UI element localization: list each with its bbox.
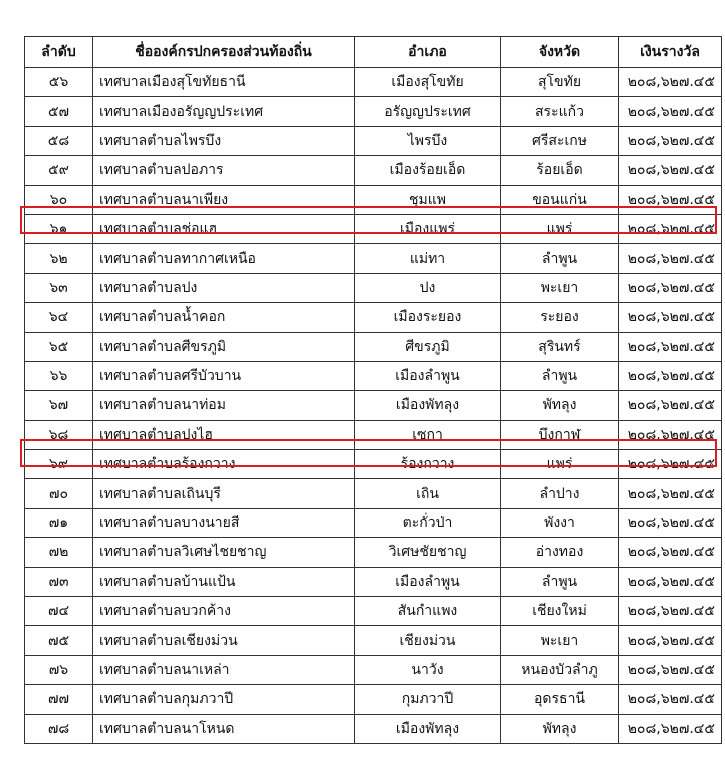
cell-org-name: เทศบาลตำบลเถินบุรี [93,479,355,508]
cell-org-name: เทศบาลตำบลปงไฮ [93,420,355,449]
table-row-highlighted [25,450,722,479]
cell-district: เมืองลำพูน [355,361,501,390]
cell-prize: ๒๐๘,๖๒๗.๔๕ [619,597,722,626]
cell-province: ลำปาง [501,479,619,508]
table-row [25,332,722,361]
cell-prize: ๒๐๘,๖๒๗.๔๕ [619,303,722,332]
cell-province: แพร่ [501,214,619,243]
cell-no: ๗๓ [25,567,93,596]
cell-no: ๗๗ [25,685,93,714]
table-row [25,361,722,390]
award-table [24,36,722,744]
cell-district: เมืองพัทลุง [355,391,501,420]
cell-district: ร้องกวาง [355,450,501,479]
cell-province: ร้อยเอ็ด [501,156,619,185]
cell-no: ๖๙ [25,450,93,479]
table-row [25,244,722,273]
cell-org-name: เทศบาลตำบลนาเพียง [93,185,355,214]
cell-no: ๗๔ [25,597,93,626]
cell-org-name: เทศบาลตำบลบางนายสี [93,508,355,537]
cell-no: ๖๔ [25,303,93,332]
cell-prize: ๒๐๘,๖๒๗.๔๕ [619,655,722,684]
cell-district: เมืองลำพูน [355,567,501,596]
cell-district: อรัญญประเทศ [355,97,501,126]
cell-org-name: เทศบาลตำบลปง [93,273,355,302]
cell-district: วิเศษชัยชาญ [355,538,501,567]
cell-org-name: เทศบาลตำบลนาท่อม [93,391,355,420]
table-row [25,420,722,449]
cell-province: พังงา [501,508,619,537]
cell-prize: ๒๐๘,๖๒๗.๔๕ [619,420,722,449]
cell-district: ชุมแพ [355,185,501,214]
cell-prize: ๒๐๘,๖๒๗.๔๕ [619,361,722,390]
table-row [25,391,722,420]
cell-district: ตะกั่วป่า [355,508,501,537]
cell-org-name: เทศบาลตำบลเชียงม่วน [93,626,355,655]
cell-org-name: เทศบาลตำบลนาโหนด [93,714,355,743]
cell-no: ๗๑ [25,508,93,537]
cell-province: เชียงใหม่ [501,597,619,626]
cell-prize: ๒๐๘,๖๒๗.๔๕ [619,479,722,508]
cell-province: หนองบัวลำภู [501,655,619,684]
header-org: ชื่อองค์กรปกครองส่วนท้องถิ่น [93,37,355,68]
cell-province: อุดรธานี [501,685,619,714]
cell-province: ลำพูน [501,244,619,273]
cell-province: บึงกาฬ [501,420,619,449]
cell-no: ๕๘ [25,126,93,155]
cell-province: พัทลุง [501,391,619,420]
table-row [25,126,722,155]
cell-province: ลำพูน [501,361,619,390]
cell-prize: ๒๐๘,๖๒๗.๔๕ [619,244,722,273]
table-row [25,273,722,302]
cell-district: เมืองสุโขทัย [355,68,501,97]
cell-prize: ๒๐๘,๖๒๗.๔๕ [619,332,722,361]
table-row [25,156,722,185]
cell-no: ๖๕ [25,332,93,361]
cell-prize: ๒๐๘,๖๒๗.๔๕ [619,567,722,596]
table-row [25,479,722,508]
cell-org-name: เทศบาลตำบลนาเหล่า [93,655,355,684]
table-row [25,68,722,97]
table-row [25,97,722,126]
cell-no: ๖๑ [25,214,93,243]
header-row [25,37,722,68]
table-body [25,68,722,744]
cell-prize: ๒๐๘,๖๒๗.๔๕ [619,508,722,537]
cell-org-name: เทศบาลตำบลปอภาร [93,156,355,185]
table-row-highlighted [25,214,722,243]
cell-prize: ๒๐๘,๖๒๗.๔๕ [619,68,722,97]
cell-no: ๖๐ [25,185,93,214]
cell-org-name: เทศบาลตำบลศรีบัวบาน [93,361,355,390]
cell-province: สระแก้ว [501,97,619,126]
table-row [25,303,722,332]
cell-province: สุรินทร์ [501,332,619,361]
header-no: ลำดับ [25,37,93,68]
cell-province: สุโขทัย [501,68,619,97]
cell-org-name: เทศบาลตำบลทากาศเหนือ [93,244,355,273]
cell-no: ๗๒ [25,538,93,567]
cell-no: ๕๖ [25,68,93,97]
cell-org-name: เทศบาลตำบลช่อแฮ [93,214,355,243]
cell-district: เมืองพัทลุง [355,714,501,743]
cell-district: ศีขรภูมิ [355,332,501,361]
cell-district: ไพรบึง [355,126,501,155]
cell-org-name: เทศบาลตำบลน้ำคอก [93,303,355,332]
header-province: จังหวัด [501,37,619,68]
cell-province: อ่างทอง [501,538,619,567]
header-prize: เงินรางวัล [619,37,722,68]
cell-province: พะเยา [501,273,619,302]
cell-org-name: เทศบาลตำบลศีขรภูมิ [93,332,355,361]
cell-no: ๖๘ [25,420,93,449]
cell-province: ขอนแก่น [501,185,619,214]
cell-no: ๕๙ [25,156,93,185]
cell-prize: ๒๐๘,๖๒๗.๔๕ [619,714,722,743]
cell-district: นาวัง [355,655,501,684]
cell-prize: ๒๐๘,๖๒๗.๔๕ [619,97,722,126]
cell-province: แพร่ [501,450,619,479]
cell-org-name: เทศบาลเมืองอรัญญประเทศ [93,97,355,126]
cell-no: ๗๕ [25,626,93,655]
cell-no: ๕๗ [25,97,93,126]
cell-no: ๗๖ [25,655,93,684]
cell-district: เมืองร้อยเอ็ด [355,156,501,185]
cell-district: เซกา [355,420,501,449]
header-district: อำเภอ [355,37,501,68]
cell-prize: ๒๐๘,๖๒๗.๔๕ [619,450,722,479]
cell-org-name: เทศบาลตำบลกุมภวาปี [93,685,355,714]
cell-org-name: เทศบาลตำบลไพรบึง [93,126,355,155]
cell-org-name: เทศบาลตำบลวิเศษไชยชาญ [93,538,355,567]
cell-org-name: เทศบาลตำบลร้องกวาง [93,450,355,479]
table-row [25,185,722,214]
cell-no: ๖๖ [25,361,93,390]
cell-org-name: เทศบาลตำบลบ้านแป้น [93,567,355,596]
cell-org-name: เทศบาลตำบลบวกค้าง [93,597,355,626]
cell-org-name: เทศบาลเมืองสุโขทัยธานี [93,68,355,97]
table-row [25,685,722,714]
cell-district: เชียงม่วน [355,626,501,655]
cell-province: ศรีสะเกษ [501,126,619,155]
cell-province: ระยอง [501,303,619,332]
cell-no: ๗๐ [25,479,93,508]
cell-province: พัทลุง [501,714,619,743]
cell-no: ๖๒ [25,244,93,273]
table-row [25,508,722,537]
cell-district: สันกำแพง [355,597,501,626]
cell-province: พะเยา [501,626,619,655]
cell-district: เมืองแพร่ [355,214,501,243]
cell-no: ๖๗ [25,391,93,420]
cell-prize: ๒๐๘,๖๒๗.๔๕ [619,626,722,655]
cell-district: เมืองระยอง [355,303,501,332]
table-row [25,626,722,655]
cell-prize: ๒๐๘,๖๒๗.๔๕ [619,538,722,567]
cell-prize: ๒๐๘,๖๒๗.๔๕ [619,391,722,420]
cell-prize: ๒๐๘,๖๒๗.๔๕ [619,126,722,155]
cell-district: กุมภวาปี [355,685,501,714]
table-row [25,655,722,684]
cell-district: เถิน [355,479,501,508]
cell-prize: ๒๐๘,๖๒๗.๔๕ [619,685,722,714]
table-row [25,567,722,596]
table-row [25,714,722,743]
cell-district: แม่ทา [355,244,501,273]
cell-district: ปง [355,273,501,302]
cell-province: ลำพูน [501,567,619,596]
cell-prize: ๒๐๘,๖๒๗.๔๕ [619,156,722,185]
cell-prize: ๒๐๘,๖๒๗.๔๕ [619,273,722,302]
table-row [25,597,722,626]
cell-no: ๗๘ [25,714,93,743]
cell-prize: ๒๐๘,๖๒๗.๔๕ [619,214,722,243]
cell-no: ๖๓ [25,273,93,302]
table-row [25,538,722,567]
cell-prize: ๒๐๘,๖๒๗.๔๕ [619,185,722,214]
